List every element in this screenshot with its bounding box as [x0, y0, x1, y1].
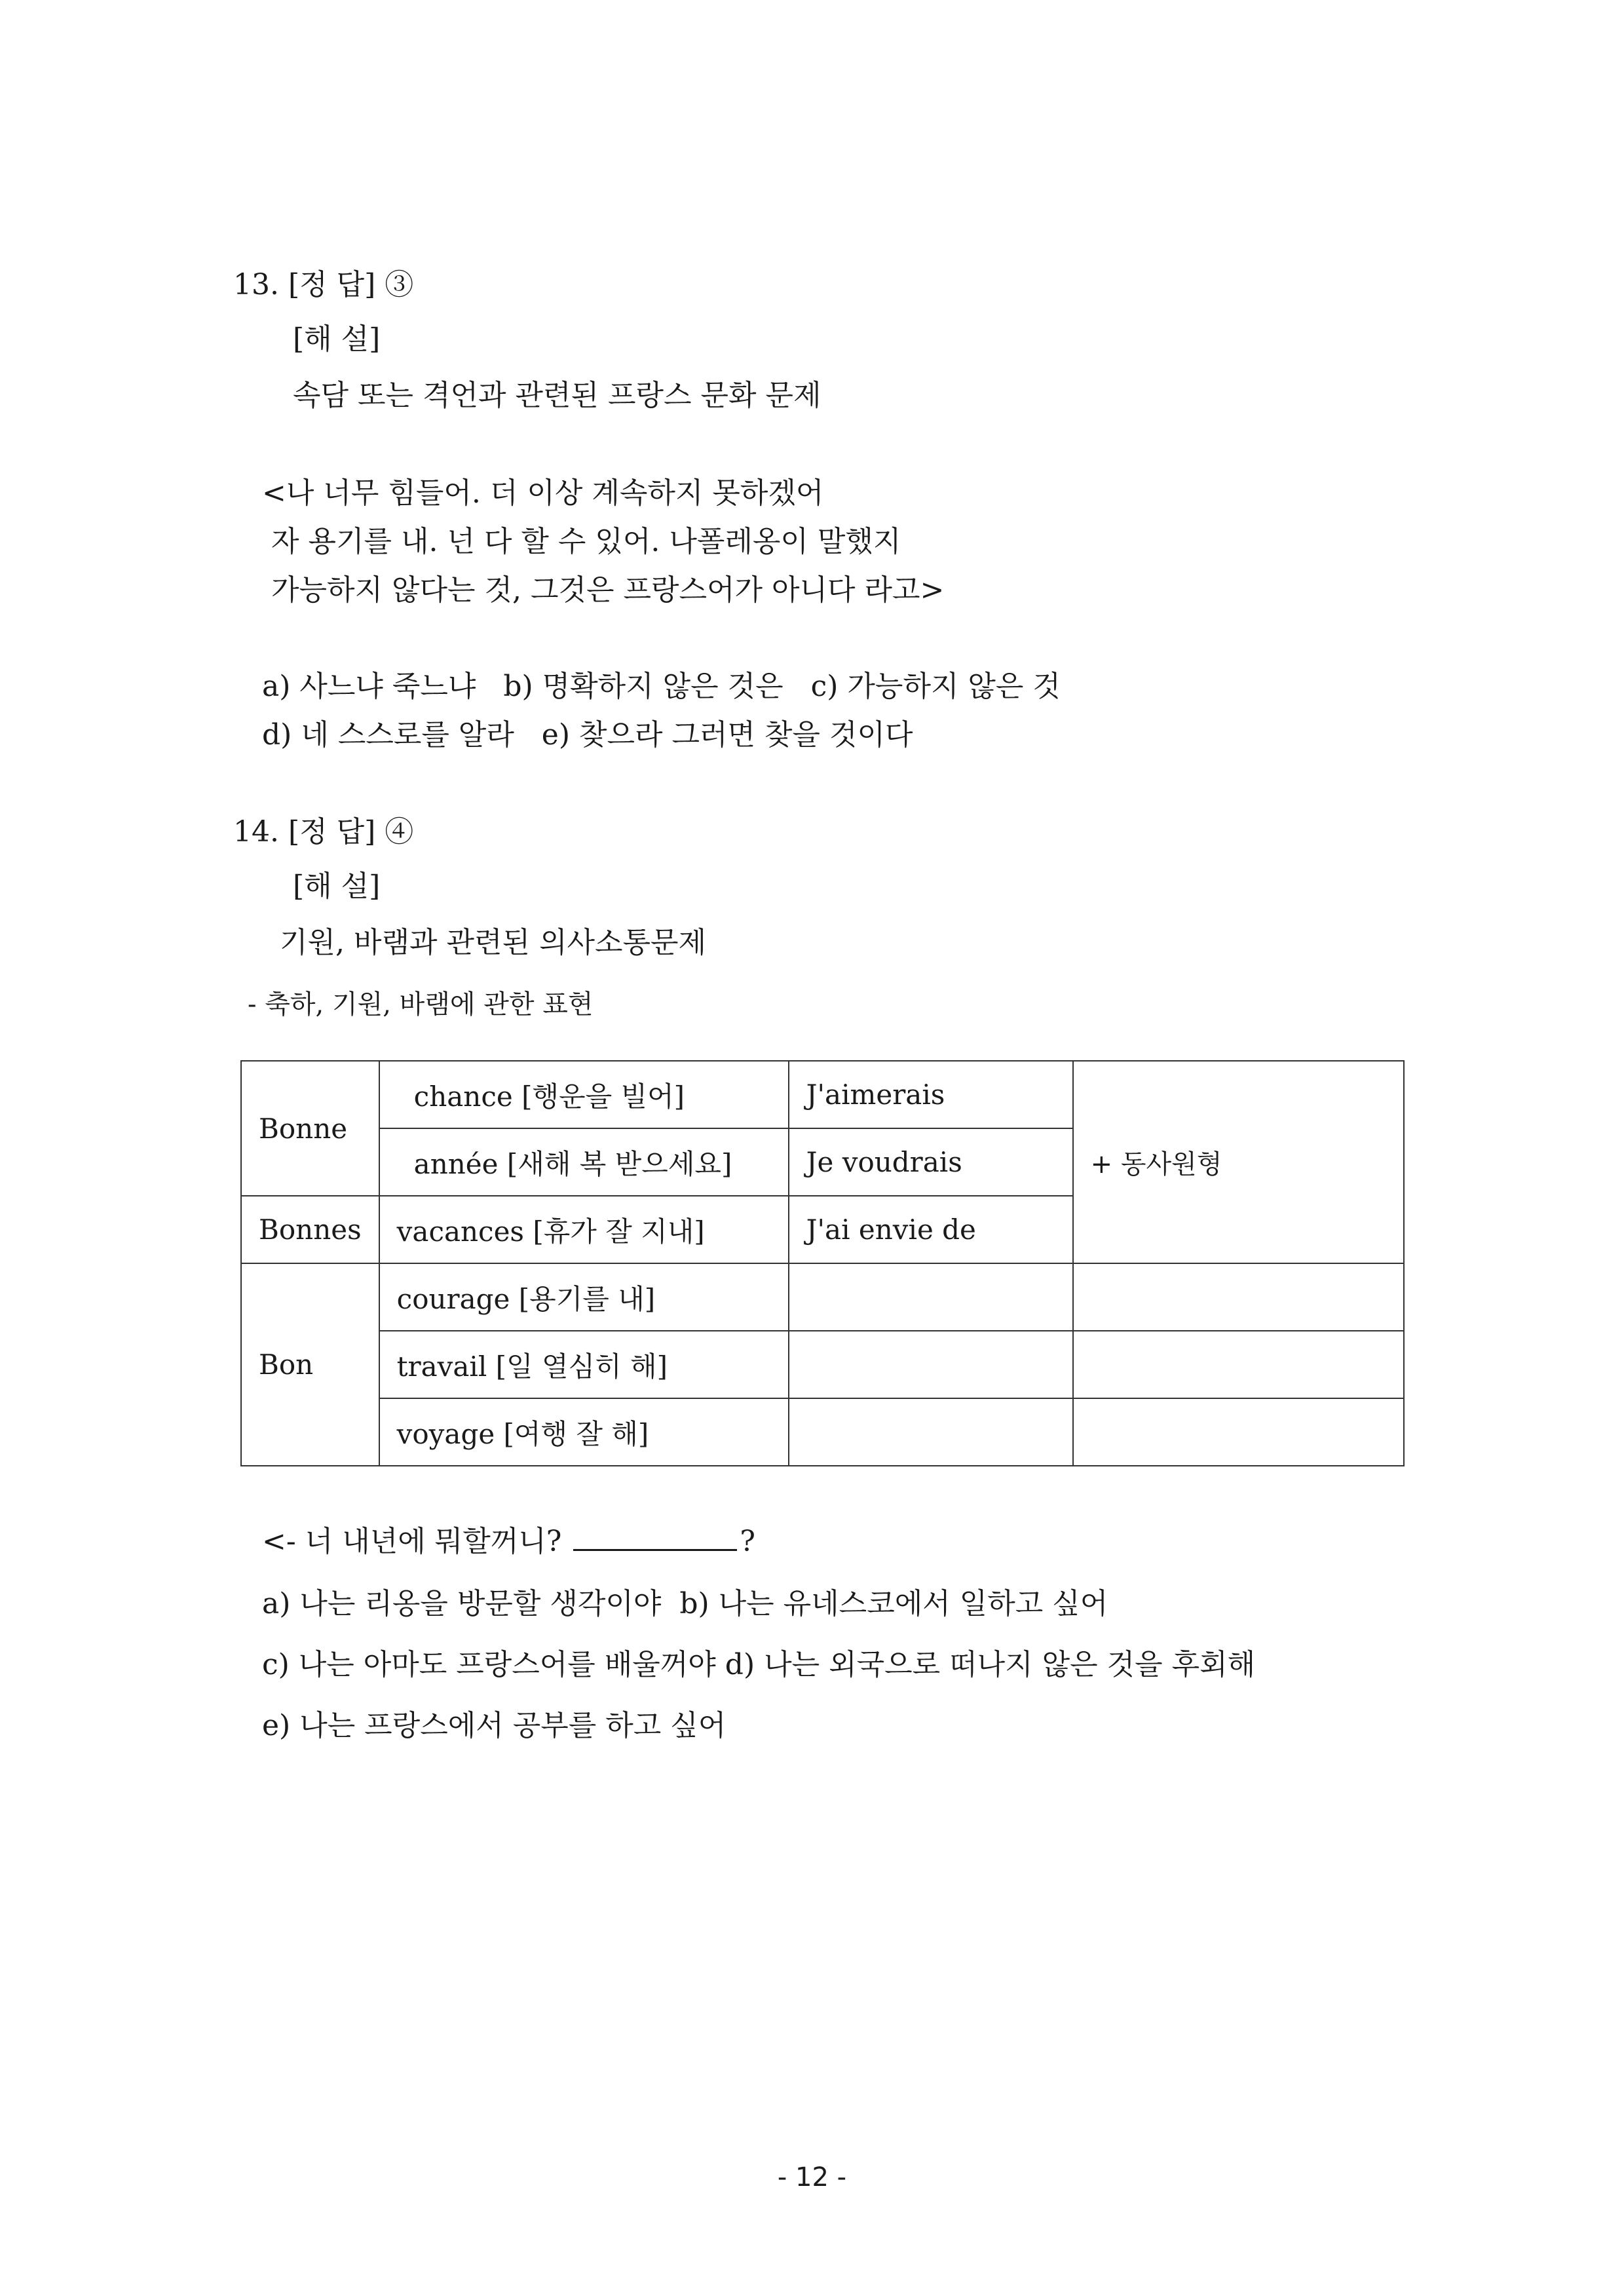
- cell-verb: + 동사원형: [1073, 1061, 1404, 1263]
- page-number: - 12 -: [777, 2162, 847, 2192]
- q13-header: 13. [정 답] ③: [233, 268, 414, 301]
- cell-empty: [789, 1331, 1073, 1398]
- cell-jevoudrais: Je voudrais: [789, 1128, 1073, 1196]
- q13-dialog-line-1: <나 너무 힘들어. 더 이상 계속하지 못하겠어: [262, 476, 824, 510]
- q13-options-line-2: d) 네 스스로를 알라 e) 찾으라 그러면 찾을 것이다: [262, 718, 913, 752]
- cell-empty: [1073, 1398, 1404, 1466]
- expression-table: [240, 1060, 1405, 1466]
- cell-bon: Bon: [241, 1263, 379, 1466]
- cell-empty: [789, 1398, 1073, 1466]
- q14-options-line-3: e) 나는 프랑스에서 공부를 하고 싶어: [262, 1709, 727, 1742]
- q14-options-line-1: a) 나는 리옹을 방문할 생각이야 b) 나는 유네스코에서 일하고 싶어: [262, 1587, 1108, 1620]
- q14-explain-label: [해 설]: [293, 870, 381, 903]
- table-row: [241, 1061, 1404, 1128]
- q14-question: [262, 1522, 755, 1561]
- q13-dialog-line-2: 자 용기를 내. 넌 다 할 수 있어. 나폴레옹이 말했지: [262, 525, 901, 558]
- answer-blank: [573, 1523, 737, 1551]
- cell-courage: courage [용기를 내]: [379, 1263, 789, 1331]
- q13-options-line-1: a) 사느냐 죽느냐 b) 명확하지 않은 것은 c) 가능하지 않은 것: [262, 670, 1061, 703]
- table-row: [241, 1398, 1404, 1466]
- cell-empty: [789, 1263, 1073, 1331]
- cell-empty: [1073, 1263, 1404, 1331]
- q14-question-suffix: ?: [740, 1525, 755, 1558]
- q14-subtopic: - 축하, 기원, 바램에 관한 표현: [248, 989, 594, 1020]
- q13-dialog-line-3: 가능하지 않다는 것, 그것은 프랑스어가 아니다 라고>: [262, 573, 945, 607]
- cell-travail: travail [일 열심히 해]: [379, 1331, 789, 1398]
- q14-question-prefix: <- 너 내년에 뭐할꺼니?: [262, 1525, 562, 1558]
- cell-voyage: voyage [여행 잘 해]: [379, 1398, 789, 1466]
- cell-vacances: vacances [휴가 잘 지내]: [379, 1196, 789, 1263]
- q14-options-line-2: c) 나는 아마도 프랑스어를 배울꺼야 d) 나는 외국으로 떠나지 않은 것을 후회해: [262, 1648, 1256, 1681]
- cell-jaimerais: J'aimerais: [789, 1061, 1073, 1128]
- q13-explain-label: [해 설]: [293, 322, 381, 356]
- table-row: [241, 1263, 1404, 1331]
- table-row: [241, 1331, 1404, 1398]
- cell-bonnes: Bonnes: [241, 1196, 379, 1263]
- cell-annee: année [새해 복 받으세요]: [379, 1128, 789, 1196]
- q13-topic: 속담 또는 격언과 관련된 프랑스 문화 문제: [293, 379, 821, 412]
- cell-chance: chance [행운을 빌어]: [379, 1061, 789, 1128]
- cell-bonne: Bonne: [241, 1061, 379, 1196]
- q14-header: 14. [정 답] ④: [233, 815, 414, 849]
- cell-jaienvie: J'ai envie de: [789, 1196, 1073, 1263]
- cell-empty: [1073, 1331, 1404, 1398]
- q14-topic: 기원, 바램과 관련된 의사소통문제: [280, 926, 706, 959]
